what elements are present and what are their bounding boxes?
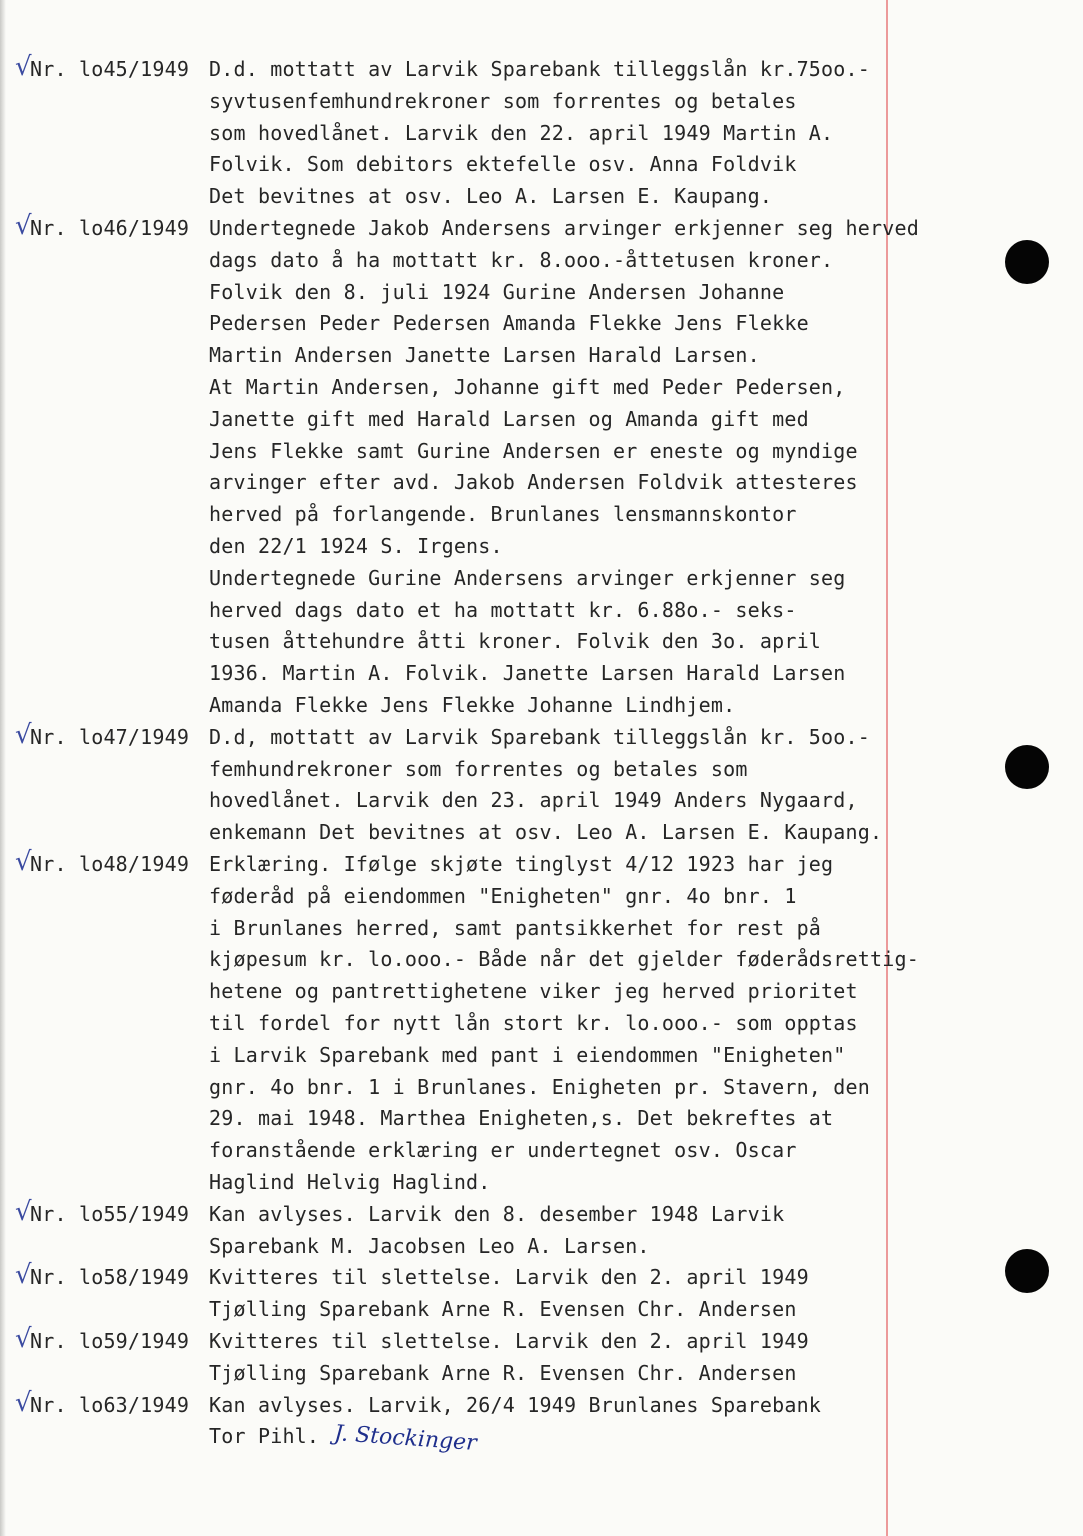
entry-text-line: Amanda Flekke Jens Flekke Johanne Lindhjem. xyxy=(209,693,736,717)
entry-text-line: foranstående erklæring er undertegnet osv. Oscar xyxy=(209,1138,797,1163)
check-mark-icon: √ xyxy=(15,847,32,877)
entry-number: Nr. lo45/1949 xyxy=(30,57,190,81)
entry-text-line: Martin Andersen Janette Larsen Harald Larsen. xyxy=(209,343,760,368)
entry-text-line: føderåd på eiendommen "Enigheten" gnr. 4o bnr. 1 xyxy=(209,883,797,908)
entry-text-line: Undertegnede Gurine Andersens arvinger erkjenner seg xyxy=(209,565,846,590)
entry-text-line: syvtusenfemhundrekroner som forrentes og betales xyxy=(209,88,797,113)
entry-text-line: D.d, mottatt av Larvik Sparebank tilleggslån kr. 5oo.- xyxy=(209,724,871,749)
entry-text-line: 29. mai 1948. Marthea Enigheten,s. Det bekreftes at xyxy=(209,1106,834,1131)
entry-text-line: Kan avlyses. Larvik, 26/4 1949 Brunlanes Sparebank xyxy=(209,1392,822,1417)
entry-number: Nr. lo48/1949 xyxy=(30,852,190,876)
entry-text-line: dags dato å ha mottatt kr. 8.ooo.-åttetusen kroner. xyxy=(209,247,834,272)
check-mark-icon: √ xyxy=(15,211,32,241)
entry-text-line: Janette gift med Harald Larsen og Amanda gift med xyxy=(209,406,809,431)
entry-text-line: hovedlånet. Larvik den 23. april 1949 Anders Nygaard, xyxy=(209,788,858,813)
entry-text-line: arvinger efter avd. Jakob Andersen Foldvik attesteres xyxy=(209,470,858,495)
entry-text-line: som hovedlånet. Larvik den 22. april 1949 Martin A. xyxy=(209,120,834,145)
check-mark-icon: √ xyxy=(15,719,32,750)
entry-text-line: herved på forlangende. Brunlanes lensmannskontor xyxy=(209,502,797,527)
punch-hole xyxy=(1005,240,1049,284)
entry-text-line: hetene og pantrettighetene viker jeg herved prioritet xyxy=(209,979,858,1004)
punch-hole xyxy=(1005,745,1049,789)
check-mark-icon: √ xyxy=(15,52,32,82)
entry-text-line: i Larvik Sparebank med pant i eiendommen "Enigheten" xyxy=(209,1042,846,1067)
entry-text-line: enkemann Det bevitnes at osv. Leo A. Larsen E. Kaupang. xyxy=(209,820,883,845)
check-mark-icon: √ xyxy=(15,1260,32,1291)
page-left-edge xyxy=(0,0,6,1536)
check-mark-icon: √ xyxy=(15,1324,32,1354)
entry-number: Nr. lo55/1949 xyxy=(30,1201,190,1226)
entry-text-line: At Martin Andersen, Johanne gift med Peder Pedersen, xyxy=(209,375,846,399)
entry-text-line: D.d. mottatt av Larvik Sparebank tilleggslån kr.75oo.- xyxy=(209,57,871,81)
check-mark-icon: √ xyxy=(15,1196,32,1227)
entry-text-line: Undertegnede Jakob Andersens arvinger erkjenner seg herved xyxy=(209,216,919,240)
entry-number: Nr. lo63/1949 xyxy=(30,1392,190,1417)
entry-text-line: Folvik den 8. juli 1924 Gurine Andersen Johanne xyxy=(209,279,785,304)
entry-text-line: til fordel for nytt lån stort kr. lo.ooo.- som opptas xyxy=(209,1011,858,1035)
entry-text-line: Erklæring. Ifølge skjøte tinglyst 4/12 1923 har jeg xyxy=(209,852,834,876)
entry-number: Nr. lo46/1949 xyxy=(30,216,190,240)
entry-text-line: Det bevitnes at osv. Leo A. Larsen E. Kaupang. xyxy=(209,184,773,209)
entry-text-line: Pedersen Peder Pedersen Amanda Flekke Jens Flekke xyxy=(209,311,809,336)
punch-hole xyxy=(1005,1249,1049,1293)
entry-text-line: femhundrekroner som forrentes og betales som xyxy=(209,756,748,781)
entry-text-line: Tor Pihl. xyxy=(209,1424,320,1449)
entry-text-line: Tjølling Sparebank Arne R. Evensen Chr. Andersen xyxy=(209,1360,797,1385)
entry-text-line: i Brunlanes herred, samt pantsikkerhet for rest på xyxy=(209,915,822,940)
entry-text-line: Kan avlyses. Larvik den 8. desember 1948 Larvik xyxy=(209,1201,785,1226)
entry-text-line: den 22/1 1924 S. Irgens. xyxy=(209,534,503,558)
entry-text-line: Jens Flekke samt Gurine Andersen er eneste og myndige xyxy=(209,438,858,463)
entry-number: Nr. lo47/1949 xyxy=(30,724,190,749)
entry-text-line: herved dags dato et ha mottatt kr. 6.88o.- seks- xyxy=(209,597,797,622)
check-mark-icon: √ xyxy=(15,1387,32,1418)
handwritten-signature: J. Stockinger xyxy=(333,1421,478,1456)
entry-text-line: Sparebank M. Jacobsen Leo A. Larsen. xyxy=(209,1233,650,1258)
entry-text-line: Folvik. Som debitors ektefelle osv. Anna Foldvik xyxy=(209,152,797,177)
entry-text-line: Kvitteres til slettelse. Larvik den 2. april 1949 xyxy=(209,1329,809,1353)
entry-text-line: Kvitteres til slettelse. Larvik den 2. april 1949 xyxy=(209,1265,809,1290)
entry-number: Nr. lo59/1949 xyxy=(30,1329,190,1353)
entry-text-line: kjøpesum kr. lo.ooo.- Både når det gjelder føderådsrettig- xyxy=(209,947,919,972)
entry-text-line: Haglind Helvig Haglind. xyxy=(209,1170,491,1194)
entry-text-line: 1936. Martin A. Folvik. Janette Larsen Harald Larsen xyxy=(209,661,846,686)
entry-text-line: gnr. 4o bnr. 1 i Brunlanes. Enigheten pr. Stavern, den xyxy=(209,1074,871,1099)
entry-number: Nr. lo58/1949 xyxy=(30,1265,190,1290)
entry-text-line: Tjølling Sparebank Arne R. Evensen Chr. Andersen xyxy=(209,1297,797,1322)
entry-text-line: tusen åttehundre åtti kroner. Folvik den 3o. april xyxy=(209,629,822,654)
